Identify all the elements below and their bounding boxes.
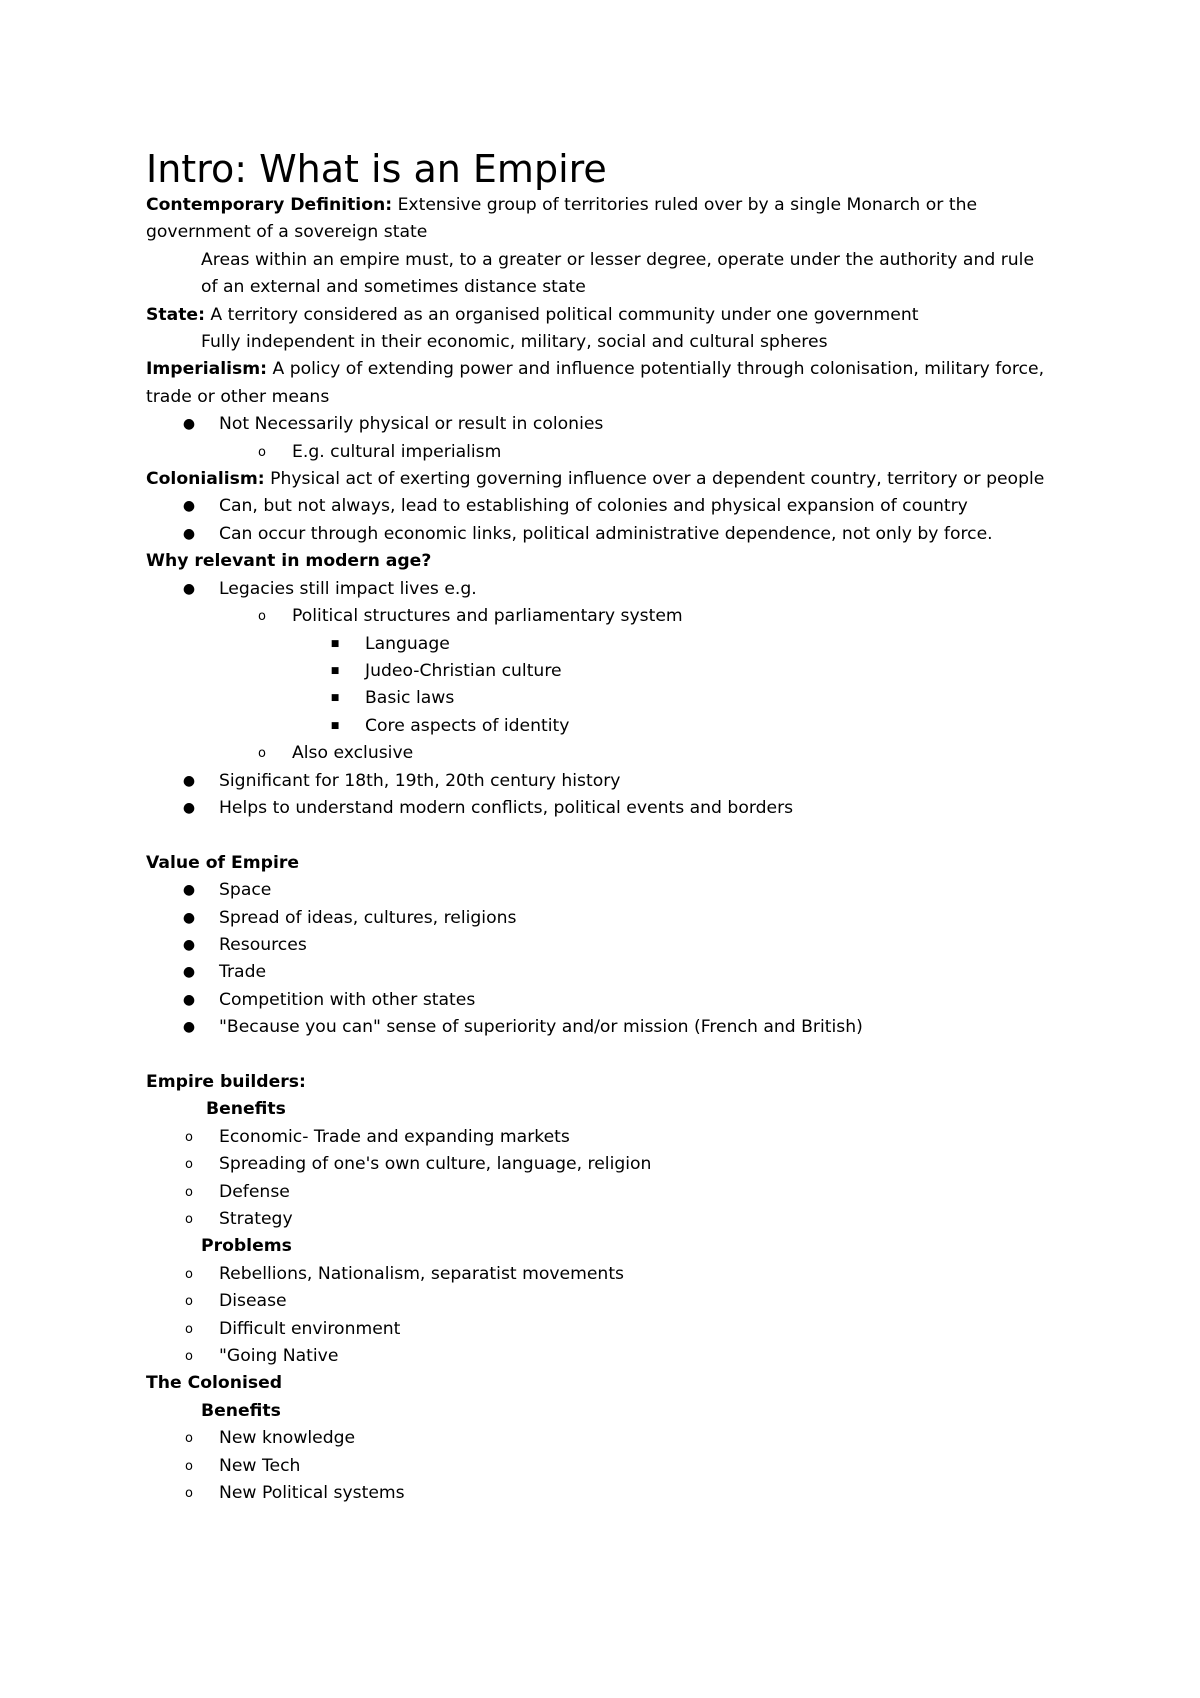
list-item bbox=[146, 521, 1056, 548]
list-item-text: Legacies still impact lives e.g. bbox=[219, 578, 477, 599]
list-item bbox=[146, 603, 1056, 630]
list-item-text: Not Necessarily physical or result in colonies bbox=[219, 414, 604, 435]
bullet-circle-icon: o bbox=[258, 609, 266, 625]
list-item-text: Political structures and parliamentary system bbox=[292, 606, 683, 627]
bullet-circle-icon: o bbox=[258, 746, 266, 762]
definition-colonialism bbox=[146, 466, 1056, 493]
list-item-text: New Political systems bbox=[219, 1483, 405, 1504]
bullet-circle-icon: o bbox=[185, 1157, 193, 1173]
bullet-dot-icon: ● bbox=[182, 964, 196, 981]
list-item-text: "Because you can" sense of superiority and/or mission (French and British) bbox=[219, 1017, 863, 1038]
subheading-benefits: Benefits bbox=[201, 1400, 281, 1421]
list-item bbox=[146, 411, 1056, 438]
list-item bbox=[146, 1014, 1056, 1041]
term-state: State: bbox=[146, 304, 205, 325]
blank-line bbox=[146, 822, 1056, 849]
list-item bbox=[146, 932, 1056, 959]
document-content bbox=[146, 146, 1056, 1507]
bullet-circle-icon: o bbox=[185, 1129, 193, 1145]
list-item bbox=[146, 1453, 1056, 1480]
list-item-text: Economic- Trade and expanding markets bbox=[219, 1126, 570, 1147]
bullet-circle-icon: o bbox=[185, 1431, 193, 1447]
bullet-dot-icon: ● bbox=[182, 580, 196, 597]
bullet-circle-icon: o bbox=[185, 1486, 193, 1502]
list-item-text: Spreading of one's own culture, language, religion bbox=[219, 1154, 652, 1175]
bullet-dot-icon: ● bbox=[182, 991, 196, 1008]
list-item-text: Difficult environment bbox=[219, 1318, 401, 1339]
list-item bbox=[146, 795, 1056, 822]
list-item-text: "Going Native bbox=[219, 1346, 339, 1367]
subheading-problems: Problems bbox=[201, 1236, 292, 1257]
list-item-text: Trade bbox=[219, 962, 267, 983]
bullet-dot-icon: ● bbox=[182, 525, 196, 542]
subheading-benefits: Benefits bbox=[206, 1099, 286, 1120]
list-item bbox=[146, 1179, 1056, 1206]
list-item bbox=[146, 713, 1056, 740]
list-item-text: Also exclusive bbox=[292, 743, 414, 764]
term-contemporary: Contemporary Definition: bbox=[146, 195, 393, 215]
bullet-dot-icon: ● bbox=[182, 498, 196, 515]
term-imperialism: Imperialism: bbox=[146, 359, 268, 380]
definition-state-sub: Fully independent in their economic, military, social and cultural spheres bbox=[201, 332, 828, 353]
list-item-text: Can, but not always, lead to establishing of colonies and physical expansion of country bbox=[219, 496, 968, 517]
list-item bbox=[146, 685, 1056, 712]
bullet-circle-icon: o bbox=[185, 1321, 193, 1337]
definition-colonialism-text: Physical act of exerting governing influence over a dependent country, territory or people bbox=[264, 469, 1045, 490]
list-item bbox=[146, 768, 1056, 795]
list-item-text: Defense bbox=[219, 1181, 290, 1202]
list-item bbox=[146, 1206, 1056, 1233]
bullet-circle-icon: o bbox=[258, 444, 266, 460]
bullet-circle-icon: o bbox=[185, 1349, 193, 1365]
list-item bbox=[146, 905, 1056, 932]
list-item bbox=[146, 1343, 1056, 1370]
section-heading-colonised: The Colonised bbox=[146, 1373, 283, 1394]
list-item-text: Rebellions, Nationalism, separatist movements bbox=[219, 1263, 625, 1284]
bullet-square-icon: ■ bbox=[330, 720, 340, 731]
list-item-text: Helps to understand modern conflicts, political events and borders bbox=[219, 797, 794, 818]
list-item bbox=[146, 493, 1056, 520]
list-item-text: Disease bbox=[219, 1291, 287, 1312]
bullet-circle-icon: o bbox=[185, 1212, 193, 1227]
bullet-dot-icon: ● bbox=[182, 772, 196, 789]
list-item bbox=[146, 1316, 1056, 1343]
definition-state bbox=[146, 302, 1056, 329]
bullet-circle-icon: o bbox=[185, 1266, 193, 1282]
list-item bbox=[146, 959, 1056, 986]
list-item bbox=[146, 987, 1056, 1014]
page-title: Intro: What is an Empire bbox=[146, 147, 607, 191]
definition-contemporary-text: Extensive group of territories ruled over by a single Monarch or the government of a sovereign state bbox=[146, 195, 978, 243]
list-item-text: Competition with other states bbox=[219, 989, 476, 1010]
list-item-text: New Tech bbox=[219, 1455, 301, 1476]
list-item bbox=[146, 1288, 1056, 1315]
list-item-text: Resources bbox=[219, 934, 307, 955]
list-item-text: Language bbox=[365, 633, 450, 654]
section-heading-relevance: Why relevant in modern age? bbox=[146, 551, 432, 572]
bullet-square-icon: ■ bbox=[330, 665, 340, 676]
bullet-circle-icon: o bbox=[185, 1458, 193, 1474]
blank-line bbox=[146, 1042, 1056, 1069]
list-item bbox=[146, 658, 1056, 685]
list-item-text: Spread of ideas, cultures, religions bbox=[219, 907, 517, 928]
list-item bbox=[146, 576, 1056, 603]
bullet-square-icon: ■ bbox=[330, 693, 340, 704]
list-item-text: Core aspects of identity bbox=[365, 715, 570, 736]
list-item bbox=[146, 1151, 1056, 1178]
bullet-dot-icon: ● bbox=[182, 882, 196, 899]
list-item-text: E.g. cultural imperialism bbox=[292, 441, 502, 462]
bullet-dot-icon: ● bbox=[182, 799, 196, 816]
section-heading-builders: Empire builders: bbox=[146, 1071, 306, 1092]
list-item bbox=[146, 740, 1056, 767]
definition-contemporary-sub: Areas within an empire must, to a greater or lesser degree, operate under the authority and rule of an external and sometimes distance state bbox=[201, 249, 1035, 298]
list-item-text: Significant for 18th, 19th, 20th century history bbox=[219, 770, 621, 791]
definition-imperialism bbox=[146, 356, 1056, 411]
bullet-dot-icon: ● bbox=[182, 936, 196, 953]
list-item bbox=[146, 631, 1056, 658]
list-item bbox=[146, 439, 1056, 466]
list-item-text: Space bbox=[219, 880, 272, 901]
list-item bbox=[146, 1124, 1056, 1151]
bullet-square-icon: ■ bbox=[330, 638, 340, 649]
list-item-text: New knowledge bbox=[219, 1428, 356, 1449]
bullet-dot-icon: ● bbox=[182, 909, 196, 926]
list-item bbox=[146, 877, 1056, 904]
list-item-text: Strategy bbox=[219, 1209, 293, 1229]
list-item bbox=[146, 1261, 1056, 1288]
list-item-text: Basic laws bbox=[365, 688, 455, 709]
list-item-text: Judeo-Christian culture bbox=[365, 660, 562, 681]
term-colonialism: Colonialism: bbox=[146, 469, 265, 490]
definition-contemporary bbox=[146, 192, 1056, 247]
bullet-dot-icon: ● bbox=[182, 416, 196, 433]
list-item bbox=[146, 1425, 1056, 1452]
bullet-circle-icon: o bbox=[185, 1294, 193, 1310]
section-heading-value: Value of Empire bbox=[146, 852, 299, 873]
bullet-circle-icon: o bbox=[185, 1184, 193, 1200]
list-item bbox=[146, 1480, 1056, 1507]
bullet-dot-icon: ● bbox=[182, 1019, 196, 1036]
definition-state-text: A territory considered as an organised political community under one government bbox=[204, 304, 919, 325]
list-item-text: Can occur through economic links, political administrative dependence, not only by force. bbox=[219, 523, 993, 544]
definition-imperialism-text: A policy of extending power and influence potentially through colonisation, military force, trade or other means bbox=[146, 359, 1045, 407]
